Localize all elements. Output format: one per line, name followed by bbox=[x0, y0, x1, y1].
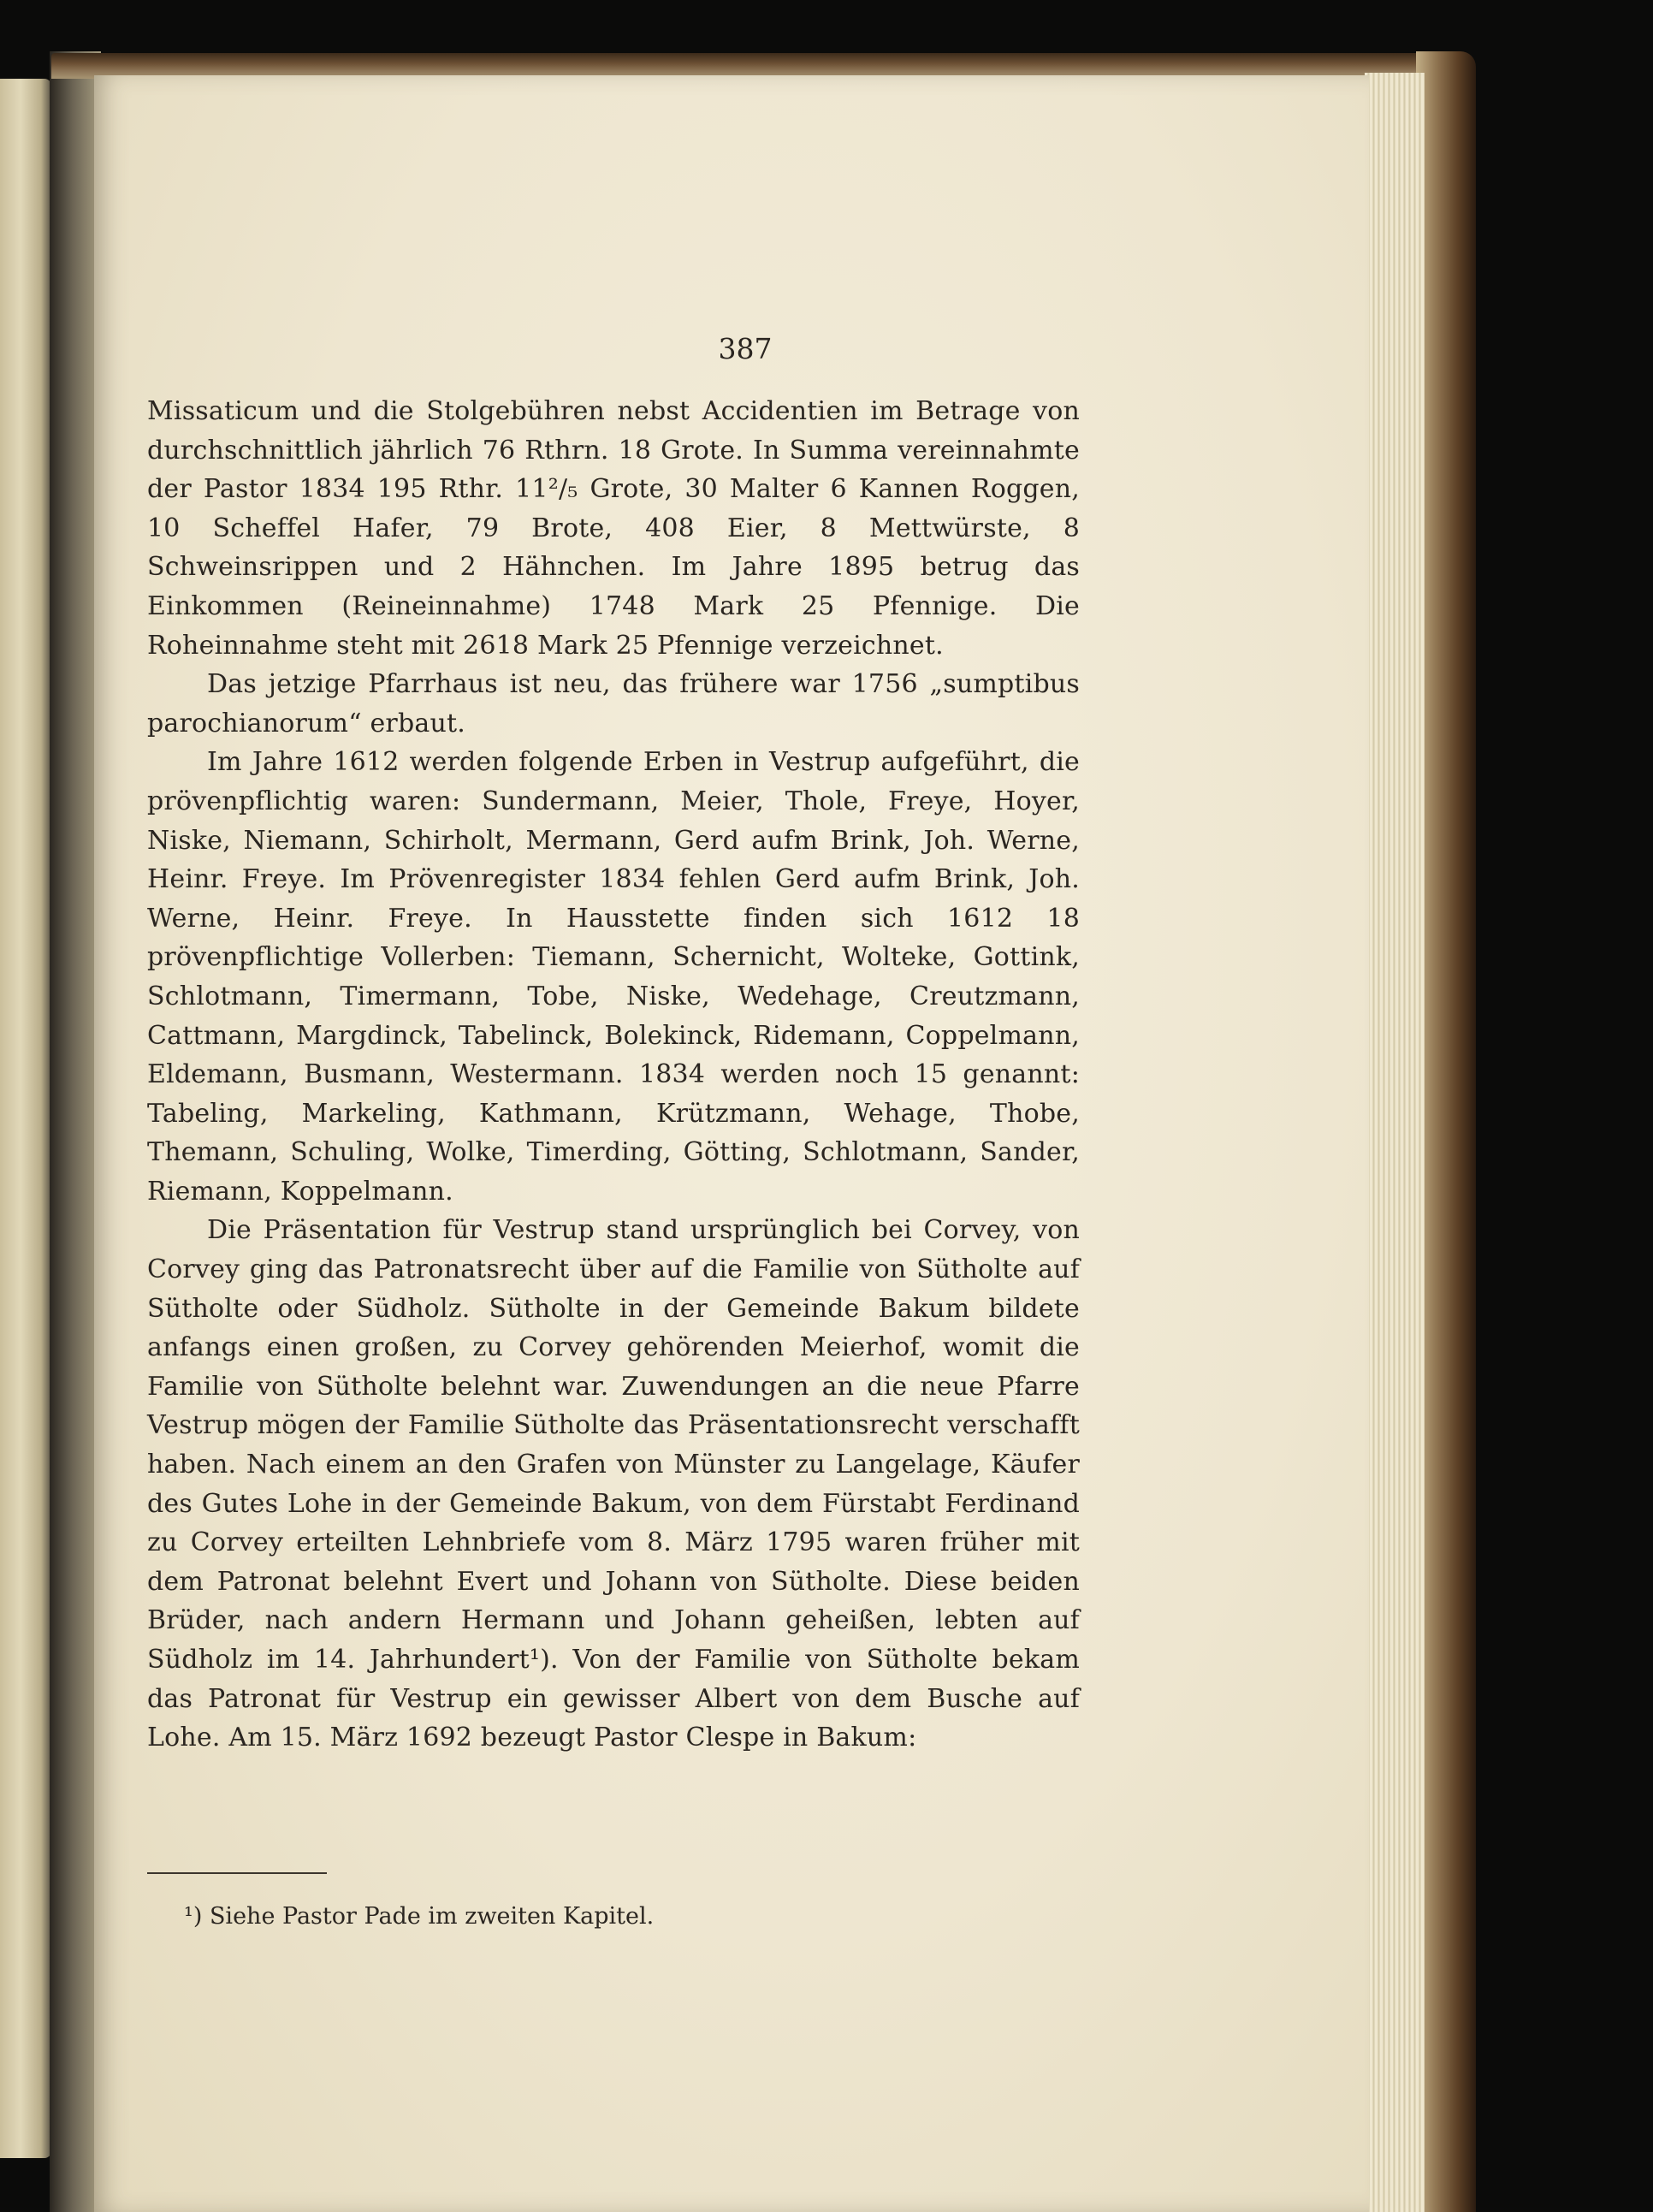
book-gutter bbox=[50, 51, 101, 2212]
facing-page-edge bbox=[0, 79, 51, 2158]
footnote-divider bbox=[147, 1872, 327, 1874]
book-page bbox=[94, 75, 1369, 2212]
paragraph-income: Missaticum und die Stolgebühren nebst Accidentien im Betrage von durchschnittlich jährlich 76 Rthrn. 18 Grote. In Summa vereinnahmte der Pastor 1834 195 Rthr. 11²/₅ Grote, 30 Malter 6 Kannen Roggen, 10 Scheffel Hafer, 79 Brote, 408 Eier, 8 Mettwürste, 8 Schweinsrippen und 2 Hähnchen. Im Jahre 1895 betrug das Einkommen (Reineinnahme) 1748 Mark 25 Pfennige. Die Roheinnahme steht mit 2618 Mark 25 Pfennige verzeichnet. bbox=[147, 396, 1080, 661]
paragraph-presentation: Die Präsentation für Vestrup stand ursprünglich bei Corvey, von Corvey ging das Patronatsrecht über auf die Familie von Sütholte auf Sütholte oder Südholz. Sütholte in der Gemeinde Bakum bildete anfangs einen großen, zu Corvey gehörenden Meierhof, womit die Familie von Sütholte belehnt war. Zuwendungen an die neue Pfarre Vestrup mögen der Familie Sütholte das Präsentationsrecht verschafft haben. Nach einem an den Grafen von Münster zu Langelage, Käufer des Gutes Lohe in der Gemeinde Bakum, von dem Fürstabt Ferdinand zu Corvey erteilten Lehnbriefe vom 8. März 1795 waren früher mit dem Patronat belehnt Evert und Johann von Sütholte. Diese beiden Brüder, nach andern Hermann und Johann geheißen, lebten auf Südholz im 14. Jahrhundert¹). Von der Familie von Sütholte bekam das Patronat für Vestrup ein gewisser Albert von dem Busche auf Lohe. Am 15. März 1692 bezeugt Pastor Clespe in Bakum: bbox=[147, 1215, 1080, 1753]
page-number: 387 bbox=[718, 332, 773, 365]
footnote: ¹) Siehe Pastor Pade im zweiten Kapitel. bbox=[184, 1903, 655, 1930]
page-leaves-edge bbox=[1365, 73, 1425, 2212]
paragraph-parsonage: Das jetzige Pfarrhaus ist neu, das frühere war 1756 „sumptibus parochianorum“ erbaut. bbox=[147, 669, 1080, 738]
book-cover-right-edge bbox=[1416, 51, 1476, 2212]
paragraph-heirs: Im Jahre 1612 werden folgende Erben in Vestrup aufgeführt, die prövenpflichtig waren: Sundermann, Meier, Thole, Freye, Hoyer, Niske, Niemann, Schirholt, Mermann, Gerd aufm Brink, Joh. Werne, Heinr. Freye. Im Prövenregister 1834 fehlen Gerd aufm Brink, Joh. Werne, Heinr. Freye. In Hausstette finden sich 1612 18 prövenpflichtige Vollerben: Tiemann, Schernicht, Wolteke, Gottink, Schlotmann, Timermann, Tobe, Niske, Wedehage, Creutzmann, Cattmann, Margdinck, Tabelinck, Bolekinck, Ridemann, Coppelmann, Eldemann, Busmann, Westermann. 1834 werden noch 15 genannt: Tabeling, Markeling, Kathmann, Krützmann, Wehage, Thobe, Themann, Schuling, Wolke, Timerding, Götting, Schlotmann, Sander, Riemann, Koppelmann. bbox=[147, 747, 1080, 1207]
body-text bbox=[147, 392, 1080, 1758]
